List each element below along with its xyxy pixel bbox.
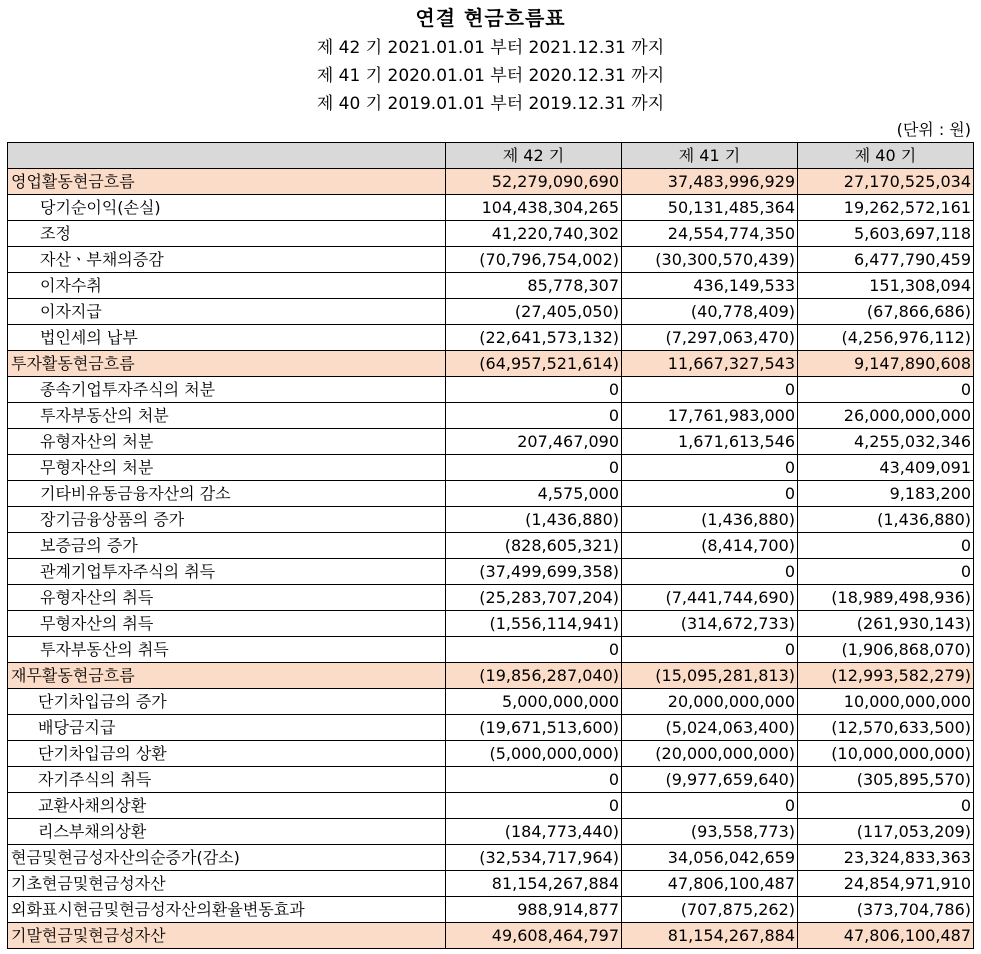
table-row: [8, 793, 974, 819]
value-period-41: (7,297,063,470): [622, 325, 798, 351]
table-row: [8, 819, 974, 845]
table-row: [8, 299, 974, 325]
value-period-41: 0: [622, 793, 798, 819]
row-label: 단기차입금의 상환: [8, 741, 446, 767]
value-period-42: (37,499,699,358): [446, 559, 622, 585]
table-row: [8, 455, 974, 481]
value-period-40: 27,170,525,034: [798, 169, 974, 195]
row-label: 이자지급: [8, 299, 446, 325]
value-period-41: 11,667,327,543: [622, 351, 798, 377]
table-row: [8, 559, 974, 585]
row-label: 무형자산의 취득: [8, 611, 446, 637]
table-row: [8, 169, 974, 195]
value-period-42: 5,000,000,000: [446, 689, 622, 715]
value-period-42: (828,605,321): [446, 533, 622, 559]
table-body: [8, 169, 974, 949]
table-row: [8, 585, 974, 611]
value-period-42: (1,556,114,941): [446, 611, 622, 637]
header-label-column: [8, 143, 446, 169]
row-label: 관계기업투자주식의 취득: [8, 559, 446, 585]
table-row: [8, 741, 974, 767]
value-period-42: (25,283,707,204): [446, 585, 622, 611]
table-row: [8, 429, 974, 455]
value-period-42: (184,773,440): [446, 819, 622, 845]
value-period-41: (15,095,281,813): [622, 663, 798, 689]
value-period-41: (8,414,700): [622, 533, 798, 559]
value-period-41: (707,875,262): [622, 897, 798, 923]
row-label: 현금및현금성자산의순증가(감소): [8, 845, 446, 871]
value-period-40: (4,256,976,112): [798, 325, 974, 351]
value-period-42: (19,671,513,600): [446, 715, 622, 741]
value-period-41: 20,000,000,000: [622, 689, 798, 715]
value-period-41: 0: [622, 377, 798, 403]
value-period-42: (70,796,754,002): [446, 247, 622, 273]
row-label: 조정: [8, 221, 446, 247]
value-period-42: 0: [446, 767, 622, 793]
table-row: [8, 481, 974, 507]
table-row: [8, 247, 974, 273]
value-period-42: (27,405,050): [446, 299, 622, 325]
table-row: [8, 767, 974, 793]
value-period-42: 52,279,090,690: [446, 169, 622, 195]
value-period-40: 0: [798, 559, 974, 585]
value-period-42: (1,436,880): [446, 507, 622, 533]
row-label: 영업활동현금흐름: [8, 169, 446, 195]
value-period-40: 9,147,890,608: [798, 351, 974, 377]
row-label: 보증금의 증가: [8, 533, 446, 559]
table-row: [8, 533, 974, 559]
value-period-40: 26,000,000,000: [798, 403, 974, 429]
row-label: 장기금융상품의 증가: [8, 507, 446, 533]
value-period-40: 43,409,091: [798, 455, 974, 481]
value-period-40: 0: [798, 533, 974, 559]
value-period-41: (20,000,000,000): [622, 741, 798, 767]
table-row: [8, 923, 974, 949]
value-period-42: 207,467,090: [446, 429, 622, 455]
table-row: [8, 611, 974, 637]
row-label: 종속기업투자주식의 처분: [8, 377, 446, 403]
header-period-42: 제 42 기: [446, 143, 622, 169]
header-period-40: 제 40 기: [798, 143, 974, 169]
unit-label: (단위 : 원): [896, 120, 971, 139]
table-row: [8, 221, 974, 247]
value-period-41: (9,977,659,640): [622, 767, 798, 793]
value-period-41: 81,154,267,884: [622, 923, 798, 949]
row-label: 리스부채의상환: [8, 819, 446, 845]
value-period-41: (40,778,409): [622, 299, 798, 325]
row-label: 기타비유동금융자산의 감소: [8, 481, 446, 507]
row-label: 교환사채의상환: [8, 793, 446, 819]
value-period-42: 104,438,304,265: [446, 195, 622, 221]
table-header-row: [8, 143, 974, 169]
value-period-42: (64,957,521,614): [446, 351, 622, 377]
value-period-40: (67,866,686): [798, 299, 974, 325]
value-period-42: (22,641,573,132): [446, 325, 622, 351]
table-row: [8, 377, 974, 403]
value-period-40: 5,603,697,118: [798, 221, 974, 247]
value-period-41: 47,806,100,487: [622, 871, 798, 897]
value-period-40: (117,053,209): [798, 819, 974, 845]
value-period-41: 0: [622, 559, 798, 585]
value-period-42: 0: [446, 377, 622, 403]
value-period-40: 23,324,833,363: [798, 845, 974, 871]
value-period-42: 41,220,740,302: [446, 221, 622, 247]
header-period-41: 제 41 기: [622, 143, 798, 169]
cash-flow-table: [7, 142, 974, 949]
value-period-41: 34,056,042,659: [622, 845, 798, 871]
value-period-41: 1,671,613,546: [622, 429, 798, 455]
row-label: 기말현금및현금성자산: [8, 923, 446, 949]
value-period-42: 988,914,877: [446, 897, 622, 923]
table-row: [8, 507, 974, 533]
value-period-41: 0: [622, 455, 798, 481]
row-label: 유형자산의 취득: [8, 585, 446, 611]
period-line-40: 제 40 기 2019.01.01 부터 2019.12.31 까지: [316, 94, 665, 114]
value-period-42: 0: [446, 637, 622, 663]
row-label: 유형자산의 처분: [8, 429, 446, 455]
row-label: 무형자산의 처분: [8, 455, 446, 481]
value-period-41: 50,131,485,364: [622, 195, 798, 221]
value-period-42: 85,778,307: [446, 273, 622, 299]
table-row: [8, 715, 974, 741]
value-period-42: 0: [446, 455, 622, 481]
value-period-42: 4,575,000: [446, 481, 622, 507]
table-row: [8, 689, 974, 715]
table-row: [8, 351, 974, 377]
value-period-40: 0: [798, 377, 974, 403]
value-period-41: (93,558,773): [622, 819, 798, 845]
value-period-41: 37,483,996,929: [622, 169, 798, 195]
period-line-42: 제 42 기 2021.01.01 부터 2021.12.31 까지: [316, 38, 665, 58]
value-period-40: 4,255,032,346: [798, 429, 974, 455]
value-period-40: 24,854,971,910: [798, 871, 974, 897]
value-period-41: (314,672,733): [622, 611, 798, 637]
value-period-41: (1,436,880): [622, 507, 798, 533]
row-label: 기초현금및현금성자산: [8, 871, 446, 897]
row-label: 당기순이익(손실): [8, 195, 446, 221]
document-title: 연결 현금흐름표: [415, 6, 566, 30]
value-period-41: (7,441,744,690): [622, 585, 798, 611]
value-period-42: (5,000,000,000): [446, 741, 622, 767]
row-label: 법인세의 납부: [8, 325, 446, 351]
value-period-42: (32,534,717,964): [446, 845, 622, 871]
value-period-40: (10,000,000,000): [798, 741, 974, 767]
value-period-40: (305,895,570): [798, 767, 974, 793]
row-label: 재무활동현금흐름: [8, 663, 446, 689]
value-period-40: (261,930,143): [798, 611, 974, 637]
row-label: 배당금지급: [8, 715, 446, 741]
value-period-40: 151,308,094: [798, 273, 974, 299]
period-line-41: 제 41 기 2020.01.01 부터 2020.12.31 까지: [316, 66, 665, 86]
value-period-40: (1,906,868,070): [798, 637, 974, 663]
value-period-40: 9,183,200: [798, 481, 974, 507]
row-label: 자산ㆍ부채의증감: [8, 247, 446, 273]
table-row: [8, 637, 974, 663]
value-period-42: (19,856,287,040): [446, 663, 622, 689]
row-label: 외화표시현금및현금성자산의환율변동효과: [8, 897, 446, 923]
value-period-41: 17,761,983,000: [622, 403, 798, 429]
value-period-41: 436,149,533: [622, 273, 798, 299]
row-label: 자기주식의 취득: [8, 767, 446, 793]
value-period-41: 0: [622, 481, 798, 507]
value-period-40: 6,477,790,459: [798, 247, 974, 273]
table-row: [8, 897, 974, 923]
value-period-40: 19,262,572,161: [798, 195, 974, 221]
value-period-40: (18,989,498,936): [798, 585, 974, 611]
row-label: 단기차입금의 증가: [8, 689, 446, 715]
table-row: [8, 403, 974, 429]
row-label: 투자부동산의 처분: [8, 403, 446, 429]
value-period-40: 0: [798, 793, 974, 819]
table-row: [8, 325, 974, 351]
value-period-42: 0: [446, 403, 622, 429]
value-period-40: (12,570,633,500): [798, 715, 974, 741]
value-period-40: (373,704,786): [798, 897, 974, 923]
value-period-41: (5,024,063,400): [622, 715, 798, 741]
table-row: [8, 845, 974, 871]
value-period-40: 10,000,000,000: [798, 689, 974, 715]
row-label: 투자활동현금흐름: [8, 351, 446, 377]
value-period-41: 24,554,774,350: [622, 221, 798, 247]
value-period-42: 49,608,464,797: [446, 923, 622, 949]
row-label: 투자부동산의 취득: [8, 637, 446, 663]
table-row: [8, 871, 974, 897]
row-label: 이자수취: [8, 273, 446, 299]
value-period-40: 47,806,100,487: [798, 923, 974, 949]
table-row: [8, 663, 974, 689]
table-row: [8, 273, 974, 299]
value-period-42: 0: [446, 793, 622, 819]
value-period-41: 0: [622, 637, 798, 663]
table-row: [8, 195, 974, 221]
value-period-40: (12,993,582,279): [798, 663, 974, 689]
value-period-40: (1,436,880): [798, 507, 974, 533]
value-period-41: (30,300,570,439): [622, 247, 798, 273]
value-period-42: 81,154,267,884: [446, 871, 622, 897]
